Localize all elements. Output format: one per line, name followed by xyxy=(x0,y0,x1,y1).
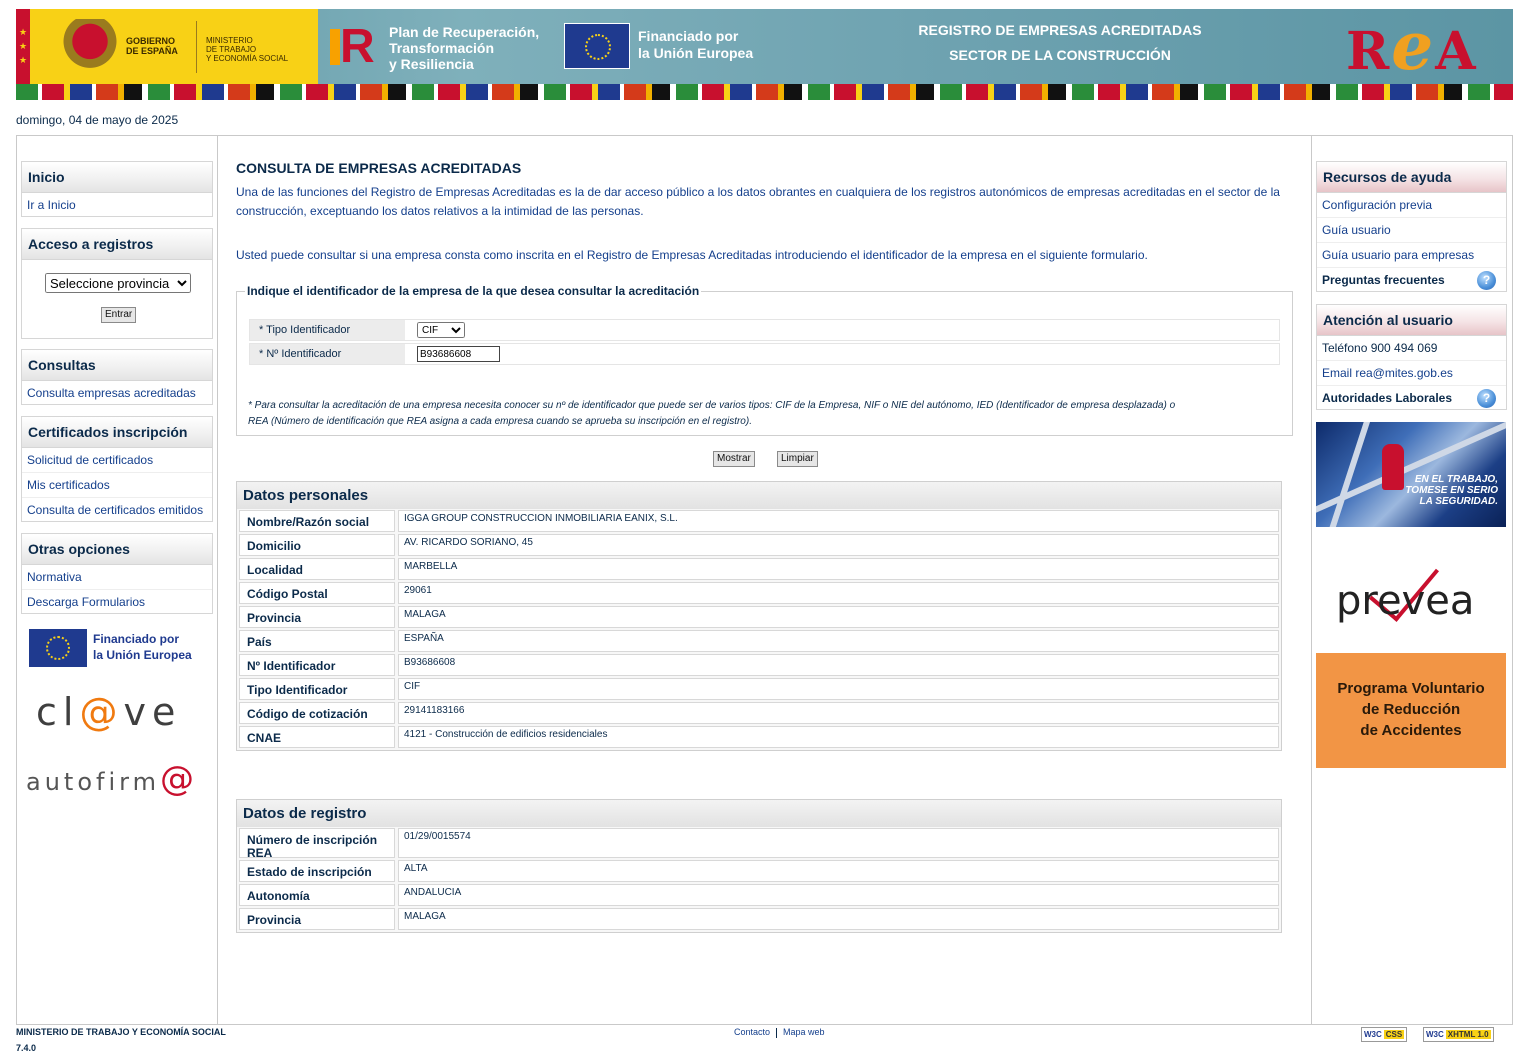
field-value: MALAGA xyxy=(398,606,1279,628)
preguntas-frecuentes-link[interactable] xyxy=(1317,268,1506,293)
mapa-web-link[interactable]: Mapa web xyxy=(783,1027,825,1037)
contacto-link[interactable]: Contacto xyxy=(734,1027,771,1037)
prevea-banner[interactable] xyxy=(1316,530,1506,653)
acceso-registros-header: Acceso a registros xyxy=(22,229,212,260)
table-row xyxy=(239,509,1279,533)
financiado-label: Financiado por la Unión Europea xyxy=(638,28,754,61)
field-value: ESPAÑA xyxy=(398,630,1279,652)
footer-links xyxy=(734,1027,825,1038)
datos-personales-title: Datos personales xyxy=(237,482,1281,509)
solicitud-certificados-link[interactable]: Solicitud de certificados xyxy=(22,448,212,473)
inicio-box xyxy=(21,161,213,217)
clave-post: ve xyxy=(123,690,182,734)
otras-opciones-header: Otras opciones xyxy=(22,534,212,565)
eu-flag-icon xyxy=(564,23,630,69)
num-identificador-label: * Nº Identificador xyxy=(250,344,405,364)
table-row xyxy=(239,533,1279,557)
plan-recuperacion-label: Plan de Recuperación, Transformación y Resiliencia xyxy=(389,24,540,72)
field-label: Estado de inscripción xyxy=(239,860,395,882)
field-label: País xyxy=(239,630,395,652)
gobierno-label: GOBIERNO DE ESPAÑA xyxy=(126,36,178,56)
field-value: 4121 - Construcción de edificios residenciales xyxy=(398,726,1279,748)
atencion-usuario-header: Atención al usuario xyxy=(1317,305,1506,336)
num-identificador-input[interactable] xyxy=(417,346,500,362)
clave-pre: cl xyxy=(36,690,80,734)
table-row xyxy=(239,859,1279,883)
field-value: 29141183166 xyxy=(398,702,1279,724)
recursos-ayuda-header: Recursos de ayuda xyxy=(1317,162,1506,193)
otras-opciones-box xyxy=(21,533,213,614)
site-header xyxy=(16,9,1513,84)
field-label: Provincia xyxy=(239,606,395,628)
consulta-form xyxy=(236,284,1293,436)
page-title: CONSULTA DE EMPRESAS ACREDITADAS xyxy=(236,160,522,176)
logo-separator xyxy=(196,21,197,73)
normativa-link[interactable]: Normativa xyxy=(22,565,212,590)
autofirma-pre: autofirm xyxy=(26,768,160,796)
field-value: MARBELLA xyxy=(398,558,1279,580)
field-label: CNAE xyxy=(239,726,395,748)
footer-ministerio: MINISTERIO DE TRABAJO Y ECONOMÍA SOCIAL xyxy=(16,1027,226,1037)
rea-logo[interactable] xyxy=(1346,9,1506,84)
autoridades-laborales-label: Autoridades Laborales xyxy=(1322,391,1453,405)
configuracion-previa-link[interactable]: Configuración previa xyxy=(1317,193,1506,218)
autofirma-logo[interactable] xyxy=(26,759,198,799)
acceso-registros-box xyxy=(21,228,213,339)
guia-usuario-link[interactable]: Guía usuario xyxy=(1317,218,1506,243)
certificados-header: Certificados inscripción xyxy=(22,417,212,448)
field-label: Autonomía xyxy=(239,884,395,906)
rea-logo-a: A xyxy=(1435,21,1478,82)
field-value: B93686608 xyxy=(398,654,1279,676)
table-row xyxy=(239,557,1279,581)
ministerio-label: MINISTERIO DE TRABAJO Y ECONOMÍA SOCIAL xyxy=(206,36,289,63)
rea-logo-r: R xyxy=(1346,21,1392,82)
limpiar-button[interactable]: Limpiar xyxy=(777,451,818,467)
certificados-box xyxy=(21,416,213,522)
css-badge-label: CSS xyxy=(1385,1030,1403,1039)
table-row xyxy=(239,605,1279,629)
field-label: Domicilio xyxy=(239,534,395,556)
telefono-label: Teléfono 900 494 069 xyxy=(1317,336,1506,361)
seguridad-banner-text: EN EL TRABAJO, TOMESE EN SERIO LA SEGURIDAD. xyxy=(1405,474,1498,507)
datos-personales-panel xyxy=(236,481,1282,751)
table-row xyxy=(239,883,1279,907)
table-row xyxy=(239,581,1279,605)
autoridades-laborales-link[interactable] xyxy=(1317,386,1506,411)
field-value: MALAGA xyxy=(398,908,1279,930)
eu-stars-icon: ★ ★ ★ xyxy=(18,27,28,65)
field-label: Código de cotización xyxy=(239,702,395,724)
beam-shape xyxy=(1326,422,1372,527)
help-question-icon[interactable]: ? xyxy=(1477,389,1496,408)
registry-title xyxy=(876,18,1244,68)
datos-registro-title: Datos de registro xyxy=(237,800,1281,827)
field-label: Nombre/Razón social xyxy=(239,510,395,532)
guia-usuario-empresas-link[interactable]: Guía usuario para empresas xyxy=(1317,243,1506,268)
prevea-logo-text: prevea xyxy=(1336,578,1475,624)
provincia-select[interactable] xyxy=(45,273,191,293)
prtr-logo-icon: R xyxy=(326,23,386,71)
field-label: Código Postal xyxy=(239,582,395,604)
field-value: CIF xyxy=(398,678,1279,700)
w3c-css-badge[interactable] xyxy=(1361,1027,1407,1042)
num-identificador-row xyxy=(249,343,1280,365)
field-label: Provincia xyxy=(239,908,395,930)
table-row xyxy=(239,701,1279,725)
identificador-note: * Para consultar la acreditación de una empresa necesita conocer su nº de identificador que puede ser de varios tipos: CIF de la Empresa, NIF o NIE del autónomo, IED (Identificador de empresa desplazada) o REA (Número de identificación que REA asigna a cada empresa cuando se aprueba su inscripción en el registro). xyxy=(248,400,1176,427)
clave-at-icon: @ xyxy=(79,690,124,734)
preguntas-frecuentes-label: Preguntas frecuentes xyxy=(1322,273,1445,287)
xhtml-badge-label: XHTML 1.0 xyxy=(1447,1030,1489,1039)
programa-voluntario-banner[interactable]: Programa Voluntario de Reducción de Accidentes xyxy=(1316,653,1506,768)
field-value: 29061 xyxy=(398,582,1279,604)
consulta-certificados-link[interactable]: Consulta de certificados emitidos xyxy=(27,503,204,517)
coat-of-arms-icon xyxy=(62,19,118,75)
ir-a-inicio-link[interactable]: Ir a Inicio xyxy=(27,198,76,212)
field-value: 01/29/0015574 xyxy=(398,828,1279,858)
table-row xyxy=(239,653,1279,677)
table-row xyxy=(239,827,1279,859)
atencion-usuario-box xyxy=(1316,304,1507,410)
intro-paragraph: Una de las funciones del Registro de Empresas Acreditadas es la de dar acceso público a los datos obrantes en cualquiera de los registros autonómicos de empresas acreditadas en el sector de la construcción, exceptuando los datos relativos a la intimidad de las personas. xyxy=(236,185,1280,218)
footer-separator xyxy=(776,1028,777,1038)
datos-registro-panel xyxy=(236,799,1282,933)
intro-instructions: Usted puede consultar si una empresa consta como inscrita en el Registro de Empresas Acreditadas introduciendo el identificador de la empresa en el siguiente formulario. xyxy=(236,248,1148,262)
tipo-identificador-label: * Tipo Identificador xyxy=(250,320,405,340)
entrar-button[interactable]: Entrar xyxy=(101,307,136,323)
consulta-empresas-link[interactable]: Consulta empresas acreditadas xyxy=(27,386,196,400)
field-value: ANDALUCIA xyxy=(398,884,1279,906)
registry-title-line2: SECTOR DE LA CONSTRUCCIÓN xyxy=(949,47,1171,63)
mostrar-button[interactable]: Mostrar xyxy=(713,451,755,467)
acceso-registros-body xyxy=(22,260,212,338)
field-label: Localidad xyxy=(239,558,395,580)
table-row xyxy=(239,629,1279,653)
help-question-icon[interactable]: ? xyxy=(1477,271,1496,290)
field-label: Tipo Identificador xyxy=(239,678,395,700)
tipo-identificador-row xyxy=(249,319,1280,341)
rea-logo-e: e xyxy=(1391,9,1436,84)
current-date: domingo, 04 de mayo de 2025 xyxy=(16,113,179,127)
registry-title-line1: REGISTRO DE EMPRESAS ACREDITADAS xyxy=(918,22,1202,38)
mis-certificados-link[interactable]: Mis certificados xyxy=(22,473,212,498)
w3c-xhtml-badge[interactable] xyxy=(1423,1027,1494,1042)
gobierno-espana-logo xyxy=(16,9,318,84)
footer-version: 7.4.0 xyxy=(16,1043,37,1053)
field-value: AV. RICARDO SORIANO, 45 xyxy=(398,534,1279,556)
form-legend: Indique el identificador de la empresa de la que desea consultar la acreditación xyxy=(247,284,700,298)
field-label: Número de inscripción REA xyxy=(239,828,395,858)
w3c-label: W3C xyxy=(1364,1030,1382,1039)
field-value: IGGA GROUP CONSTRUCCION INMOBILIARIA EANIX, S.L. xyxy=(398,510,1279,532)
field-value: ALTA xyxy=(398,860,1279,882)
consultas-header: Consultas xyxy=(22,350,212,381)
worker-icon xyxy=(1382,444,1404,490)
financiado-small-label: Financiado por la Unión Europea xyxy=(93,632,192,662)
eu-flag-small-icon xyxy=(29,629,87,667)
table-row xyxy=(239,725,1279,749)
regional-flags-strip xyxy=(16,84,1513,100)
autofirma-at-icon: @ xyxy=(159,759,198,799)
table-row xyxy=(239,907,1279,931)
clave-logo[interactable] xyxy=(36,690,181,734)
descarga-formularios-link[interactable]: Descarga Formularios xyxy=(27,595,146,609)
tipo-identificador-select[interactable] xyxy=(417,322,465,338)
table-row xyxy=(239,677,1279,701)
seguridad-banner[interactable] xyxy=(1316,422,1506,527)
email-link[interactable]: Email rea@mites.gob.es xyxy=(1317,361,1506,386)
recursos-ayuda-box xyxy=(1316,161,1507,292)
w3c-label: W3C xyxy=(1426,1030,1444,1039)
consultas-box xyxy=(21,349,213,405)
inicio-header: Inicio xyxy=(22,162,212,193)
field-label: Nº Identificador xyxy=(239,654,395,676)
